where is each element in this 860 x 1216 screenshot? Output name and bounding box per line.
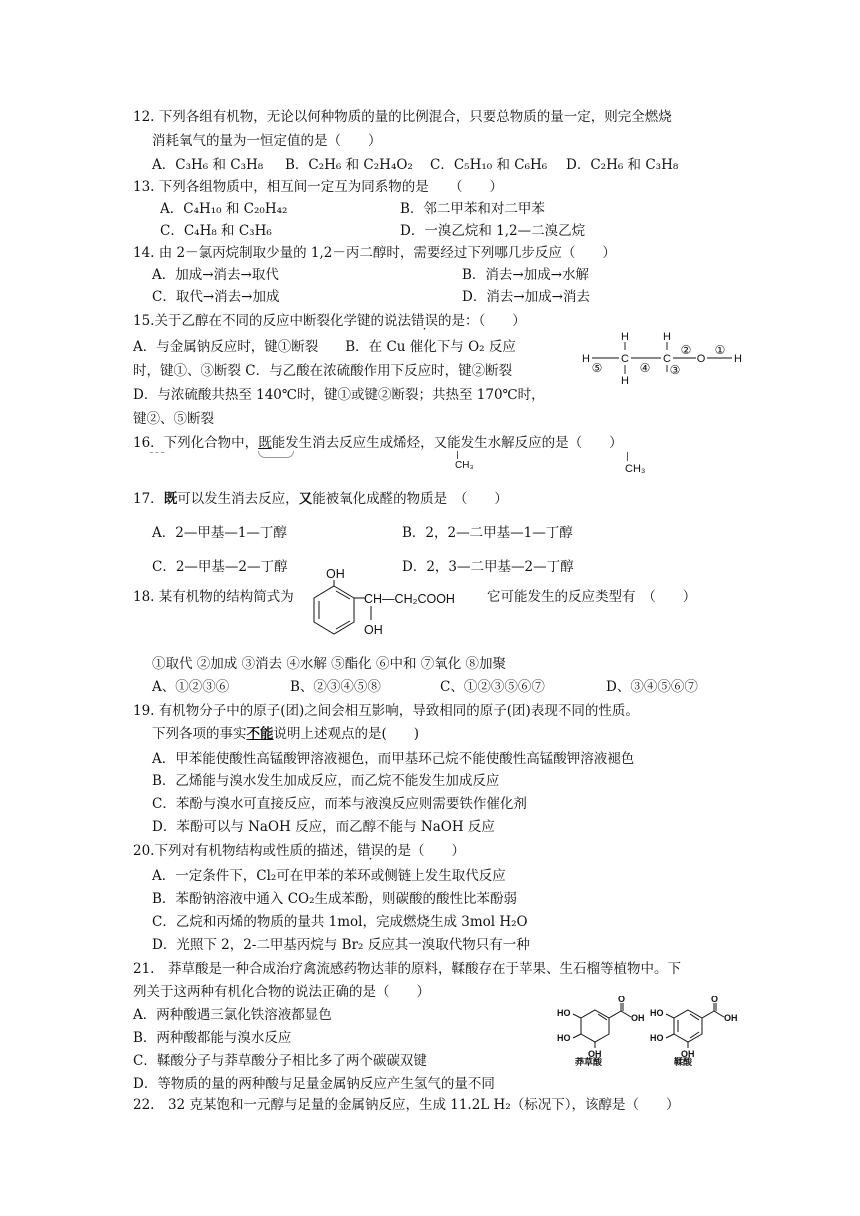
q17-option-a: A．2—甲基—1—丁醇 <box>152 525 287 541</box>
q15-line3: D．与浓硫酸共热至 140℃时，键①或键②断裂；共热至 170℃时， <box>133 387 545 403</box>
shikimic-oh-bottom: OH <box>588 1049 602 1059</box>
tannic-ho-2: HO <box>650 1033 664 1043</box>
q21-option-d: D．等物质的量的两种酸与足量金属钠反应产生氢气的量不同 <box>133 1076 495 1092</box>
q14-option-a: A．加成→消去→取代 <box>152 267 279 283</box>
q15-line4: 键②、⑤断裂 <box>133 411 214 427</box>
q19-stem: 19. 有机物分子中的原子(团)之间会相互影响，导致相同的原子(团)表现不同的性质。 <box>133 703 639 719</box>
q12-option-d: D．C₂H₆ 和 C₃H₈ <box>566 157 679 173</box>
q12-option-c: C．C₅H₁₀ 和 C₆H₆ <box>430 157 548 173</box>
q18-oh-bottom: OH <box>364 623 383 637</box>
q18-structure <box>308 568 488 644</box>
ethanol-bond-structure <box>575 328 750 390</box>
q14-option-b: B．消去→加成→水解 <box>462 267 590 283</box>
q19-option-b: B．乙烯能与溴水发生加成反应，而乙烷不能发生加成反应 <box>152 773 500 789</box>
q16-emphasis: 既 <box>258 435 272 451</box>
q16-methyl-fragment-2: CH₃ <box>625 463 646 475</box>
ethanol-atom-c2: C <box>663 353 671 365</box>
bond-label-4: ④ <box>639 361 651 375</box>
q12-option-a: A．C₃H₆ 和 C₃H₈ <box>152 157 264 173</box>
q19-option-a: A．甲苯能使酸性高锰酸钾溶液褪色，而甲基环己烷不能使酸性高锰酸钾溶液褪色 <box>152 751 635 767</box>
q21-option-b: B．两种酸都能与溴水反应 <box>133 1030 292 1046</box>
q13-stem: 13. 下列各组物质中，相互间一定互为同系物的是 （ ） <box>133 179 504 195</box>
shikimic-acid-label: 莽草酸 <box>575 1057 603 1066</box>
q17-option-b: B．2，2—二甲基—1—丁醇 <box>402 525 573 541</box>
q15-stem: 15.关于乙醇在不同的反应中断裂化学键的说法错误的是：（ ） <box>133 313 526 329</box>
q20-emphasis: 错误 <box>356 843 384 859</box>
q19-stem-line2: 下列各项的事实不能说明上述观点的是( ) <box>152 726 420 742</box>
q21-stem-line1: 21. 莽草酸是一种合成治疗禽流感药物达菲的原料，鞣酸存在于苹果、生石榴等植物中。下 <box>133 961 681 977</box>
shikimic-oh-acid: OH <box>631 1013 645 1023</box>
q21-option-a: A．两种酸遇三氯化铁溶液都显色 <box>133 1007 332 1023</box>
q12-option-b: B．C₂H₆ 和 C₂H₄O₂ <box>285 157 413 173</box>
q17-option-c: C．2—甲基—2—丁醇 <box>152 559 288 575</box>
bond-label-1: ① <box>714 343 726 357</box>
shikimic-ho-1: HO <box>557 1008 571 1018</box>
q17-stem: 17．既可以发生消去反应，又能被氧化成醛的物质是 （ ） <box>133 491 508 507</box>
q18-option-b: B、②③④⑤⑧ <box>290 679 381 695</box>
ethanol-atom-h-left: H <box>582 353 590 365</box>
q19-option-c: C．苯酚与溴水可直接反应，而苯与液溴反应则需要铁作催化剂 <box>152 796 527 812</box>
tannic-o: O <box>711 996 719 1004</box>
q18-chain: CH—CH₂COOH <box>364 592 455 606</box>
q14-option-d: D．消去→加成→消去 <box>462 289 590 305</box>
tannic-oh-acid: OH <box>724 1013 738 1023</box>
q19-option-d: D．苯酚可以与 NaOH 反应，而乙醇不能与 NaOH 反应 <box>152 819 495 835</box>
q22-stem: 22. 32 克某饱和一元醇与足量的金属钠反应，生成 11.2L H₂（标况下），该醇是（ ） <box>133 1097 680 1113</box>
q14-option-c: C．取代→消去→加成 <box>152 289 280 305</box>
q16-option-fragment-ring <box>258 451 294 458</box>
q18-option-d: D、③④⑤⑥⑦ <box>606 679 698 695</box>
q21-option-c: C．鞣酸分子与莽草酸分子相比多了两个碳碳双键 <box>133 1053 427 1069</box>
ethanol-atom-h-c1-bottom: H <box>621 375 629 387</box>
q18-reaction-types: ①取代 ②加成 ③消去 ④水解 ⑤酯化 ⑥中和 ⑦氧化 ⑧加聚 <box>152 656 507 672</box>
q15-line1: A．与金属钠反应时，键①断裂 B．在 Cu 催化下与 O₂ 反应 <box>133 339 516 355</box>
q18-stem-b: 它可能发生的反应类型有 （ ） <box>487 589 697 605</box>
tannic-acid-structure <box>648 996 768 1066</box>
tannic-oh-bottom: OH <box>681 1049 695 1059</box>
q19-emphasis: 不能 <box>246 726 274 742</box>
q13-option-c: C．C₄H₈ 和 C₃H₆ <box>160 223 272 239</box>
q20-option-d: D．光照下 2，2-二甲基丙烷与 Br₂ 反应其一溴取代物只有一种 <box>152 937 530 953</box>
q13-option-a: A．C₄H₁₀ 和 C₂₀H₄₂ <box>160 201 288 217</box>
q20-option-b: B．苯酚钠溶液中通入 CO₂生成苯酚，则碳酸的酸性比苯酚弱 <box>152 891 518 907</box>
q15-line2: 时，键①、③断裂 C．与乙酸在浓硫酸作用下反应时，键②断裂 <box>133 363 513 379</box>
shikimic-o: O <box>618 996 626 1004</box>
q17-option-d: D．2，3—二甲基—2—丁醇 <box>402 559 574 575</box>
q14-stem: 14. 由 2－氯丙烷制取少量的 1,2－丙二醇时，需要经过下列哪几步反应（ ） <box>133 245 616 261</box>
q20-option-a: A．一定条件下，Cl₂可在甲苯的苯环或侧链上发生取代反应 <box>152 868 506 884</box>
q13-option-b: B．邻二甲苯和对二甲苯 <box>400 201 545 217</box>
ethanol-atom-c1: C <box>621 353 629 365</box>
q15-emphasis: 错误 <box>410 313 438 329</box>
q16-bond-fragment-2 <box>627 452 628 461</box>
q21-stem-line2: 列关于这两种有机化合物的说法正确的是（ ） <box>133 984 430 1000</box>
q12-stem-line1: 12. 下列各组有机物，无论以何种物质的量的比例混合，只要总物质的量一定，则完全燃烧 <box>133 109 672 125</box>
q18-option-a: A、①②③⑥ <box>152 679 230 695</box>
q18-oh-top: OH <box>326 568 345 581</box>
tannic-acid-label: 鞣酸 <box>674 1057 693 1066</box>
q13-option-d: D．一溴乙烷和 1,2—二溴乙烷 <box>400 223 586 239</box>
q12-stem-line2: 消耗氧气的量为一恒定值的是（ ） <box>152 133 382 149</box>
shikimic-ho-2: HO <box>557 1033 571 1043</box>
q16-bond-fragment-1 <box>457 451 458 459</box>
q20-option-c: C．乙烷和丙烯的物质的量共 1mol，完成燃烧生成 3mol H₂O <box>152 914 528 930</box>
ethanol-atom-h-c2-top: H <box>663 331 671 343</box>
q18-option-c: C、①②③⑤⑥⑦ <box>440 679 545 695</box>
bond-label-5: ⑤ <box>591 361 603 375</box>
ethanol-atom-o: O <box>696 353 706 365</box>
q16-option-fragment-line <box>150 452 164 453</box>
ethanol-atom-h-right: H <box>734 353 742 365</box>
q16-methyl-fragment-1: CH₃ <box>455 460 474 471</box>
q20-stem: 20.下列对有机物结构或性质的描述，错误的是（ ） <box>133 843 465 859</box>
ethanol-atom-h-c1-top: H <box>621 331 629 343</box>
tannic-ho-1: HO <box>650 1008 664 1018</box>
q16-stem: 16．下列化合物中，既能发生消去反应生成烯烃，又能发生水解反应的是（ ） <box>133 435 623 451</box>
bond-label-2: ② <box>680 343 692 357</box>
bond-label-3: ③ <box>669 363 681 377</box>
q18-stem-a: 18. 某有机物的结构简式为 <box>133 589 294 605</box>
